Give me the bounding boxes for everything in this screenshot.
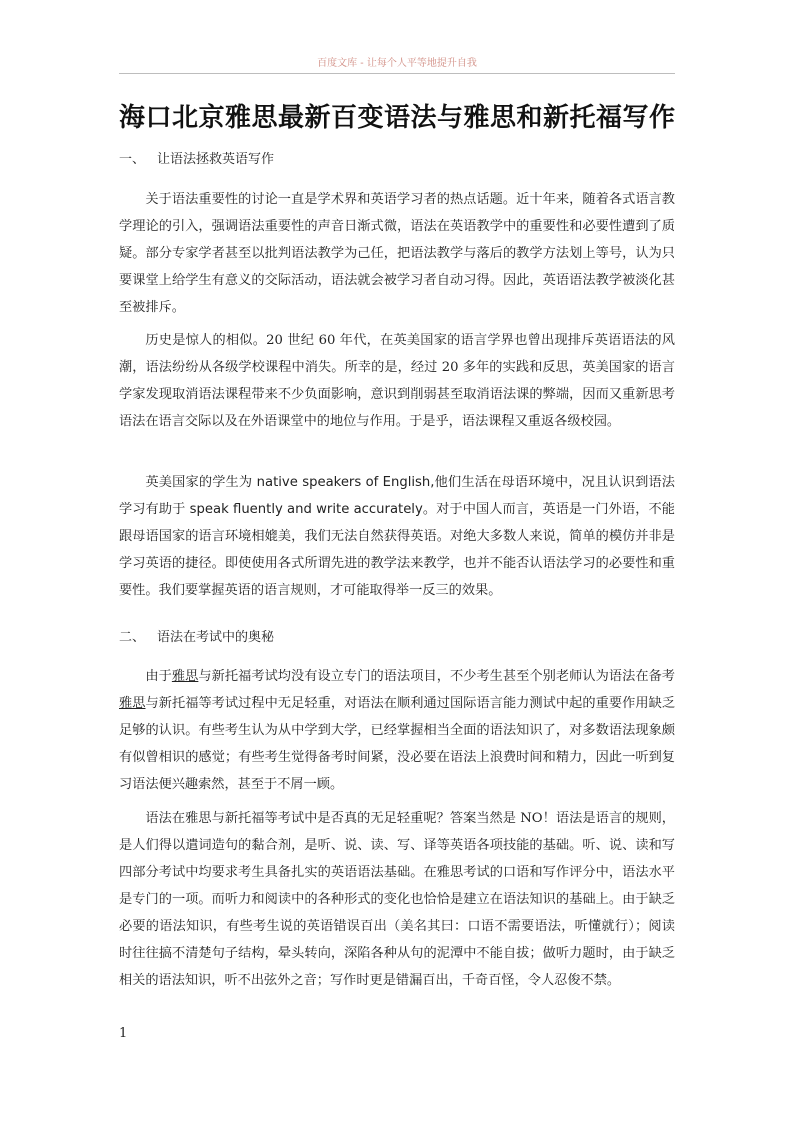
text-run: 与新托福等考试过程中无足轻重，对语法在顺利通过国际语言能力测试中起的重要作用缺乏足够的认识。有些考生认为从中学到大学，已经掌握相当全面的语法知识了，对多数语法现象颇有似曾相识的感觉；有些考生觉得备考时间紧，没必要在语法上浪费时间和精力，因此一听到复习语法便兴趣索然，甚至于不屑一顾。	[119, 696, 676, 792]
header-divider	[119, 73, 675, 74]
section-heading-1	[119, 148, 274, 167]
document-title: 海口北京雅思最新百变语法与雅思和新托福写作	[119, 103, 676, 133]
section-heading-2	[119, 626, 274, 645]
section-number: 二、	[119, 630, 146, 645]
paragraph	[119, 663, 675, 798]
keyword-link[interactable]: 雅思	[171, 669, 199, 684]
paragraph: 历史是惊人的相似。20 世纪 60 年代，在英美国家的语言学界也曾出现排斥英语语法的风潮，语法纷纷从各级学校课程中消失。所幸的是，经过 20 多年的实践和反思，英美国家的语言学家发现取消语法课程带来不少负面影响，意识到削弱甚至取消语法课的弊端，因而又重新思考语法在语言交际以及在外语课堂中的地位与作用。于是乎，语法课程又重返各级校园。	[119, 333, 675, 429]
text-run: native speakers of English,	[256, 475, 435, 490]
paragraph	[119, 469, 675, 604]
text-run: 他们生活在母语环境中，况且认识到语法学习有助于	[119, 475, 675, 517]
section-number: 一、	[119, 152, 146, 167]
page-number: 1	[119, 1026, 128, 1041]
keyword-link[interactable]: 雅思	[119, 696, 146, 711]
paragraph: 关于语法重要性的讨论一直是学术界和英语学习者的热点话题。近十年来，随着各式语言教学理论的引入，强调语法重要性的声音日渐式微，语法在英语教学中的重要性和必要性遭到了质疑。部分专家学者甚至以批判语法教学为己任，把语法教学与落后的教学方法划上等号，认为只要课堂上给学生有意义的交际活动，语法就会被学习者自动习得。因此，英语语法教学被淡化甚至被排斥。	[119, 192, 675, 315]
text-run: 英美国家的学生为	[145, 475, 257, 490]
page-header: 百度文库 - 让每个人平等地提升自我	[317, 58, 477, 69]
section-title: 让语法拯救英语写作	[157, 152, 275, 167]
paragraph: 语法在雅思与新托福等考试中是否真的无足轻重呢？答案当然是 NO！语法是语言的规则，是人们得以遣词造句的黏合剂，是听、说、读、写、译等英语各项技能的基础。听、说、读和写四部分考试中均要求考生具备扎实的英语语法基础。在雅思考试的口语和写作评分中，语法水平是专门的一项。而听力和阅读中的各种形式的变化也恰恰是建立在语法知识的基础上。由于缺乏必要的语法知识，有些考生说的英语错误百出（美名其曰：口语不需要语法，听懂就行）；阅读时往往搞不清楚句子结构，晕头转向，深陷各种从句的泥潭中不能自拔；做听力题时，由于缺乏相关的语法知识，听不出弦外之音；写作时更是错漏百出，千奇百怪，令人忍俊不禁。	[119, 811, 675, 988]
text-run: speak fluently and write accurately	[189, 502, 423, 517]
text-run: 由于	[145, 669, 172, 684]
text-run: 。对于中国人而言，英语是一门外语，不能跟母语国家的语言环境相媲美，我们无法自然获得英语。对绝大多数人来说，简单的模仿并非是学习英语的捷径。即使使用各式所谓先进的教学法来教学，也并不能否认语法学习的必要性和重要性。我们要掌握英语的语言规则，才可能取得举一反三的效果。	[119, 502, 675, 598]
text-run: 与新托福考试均没有设立专门的语法项目，不少考生甚至个别老师认为语法在备考	[198, 669, 675, 684]
section-title: 语法在考试中的奥秘	[157, 630, 275, 645]
